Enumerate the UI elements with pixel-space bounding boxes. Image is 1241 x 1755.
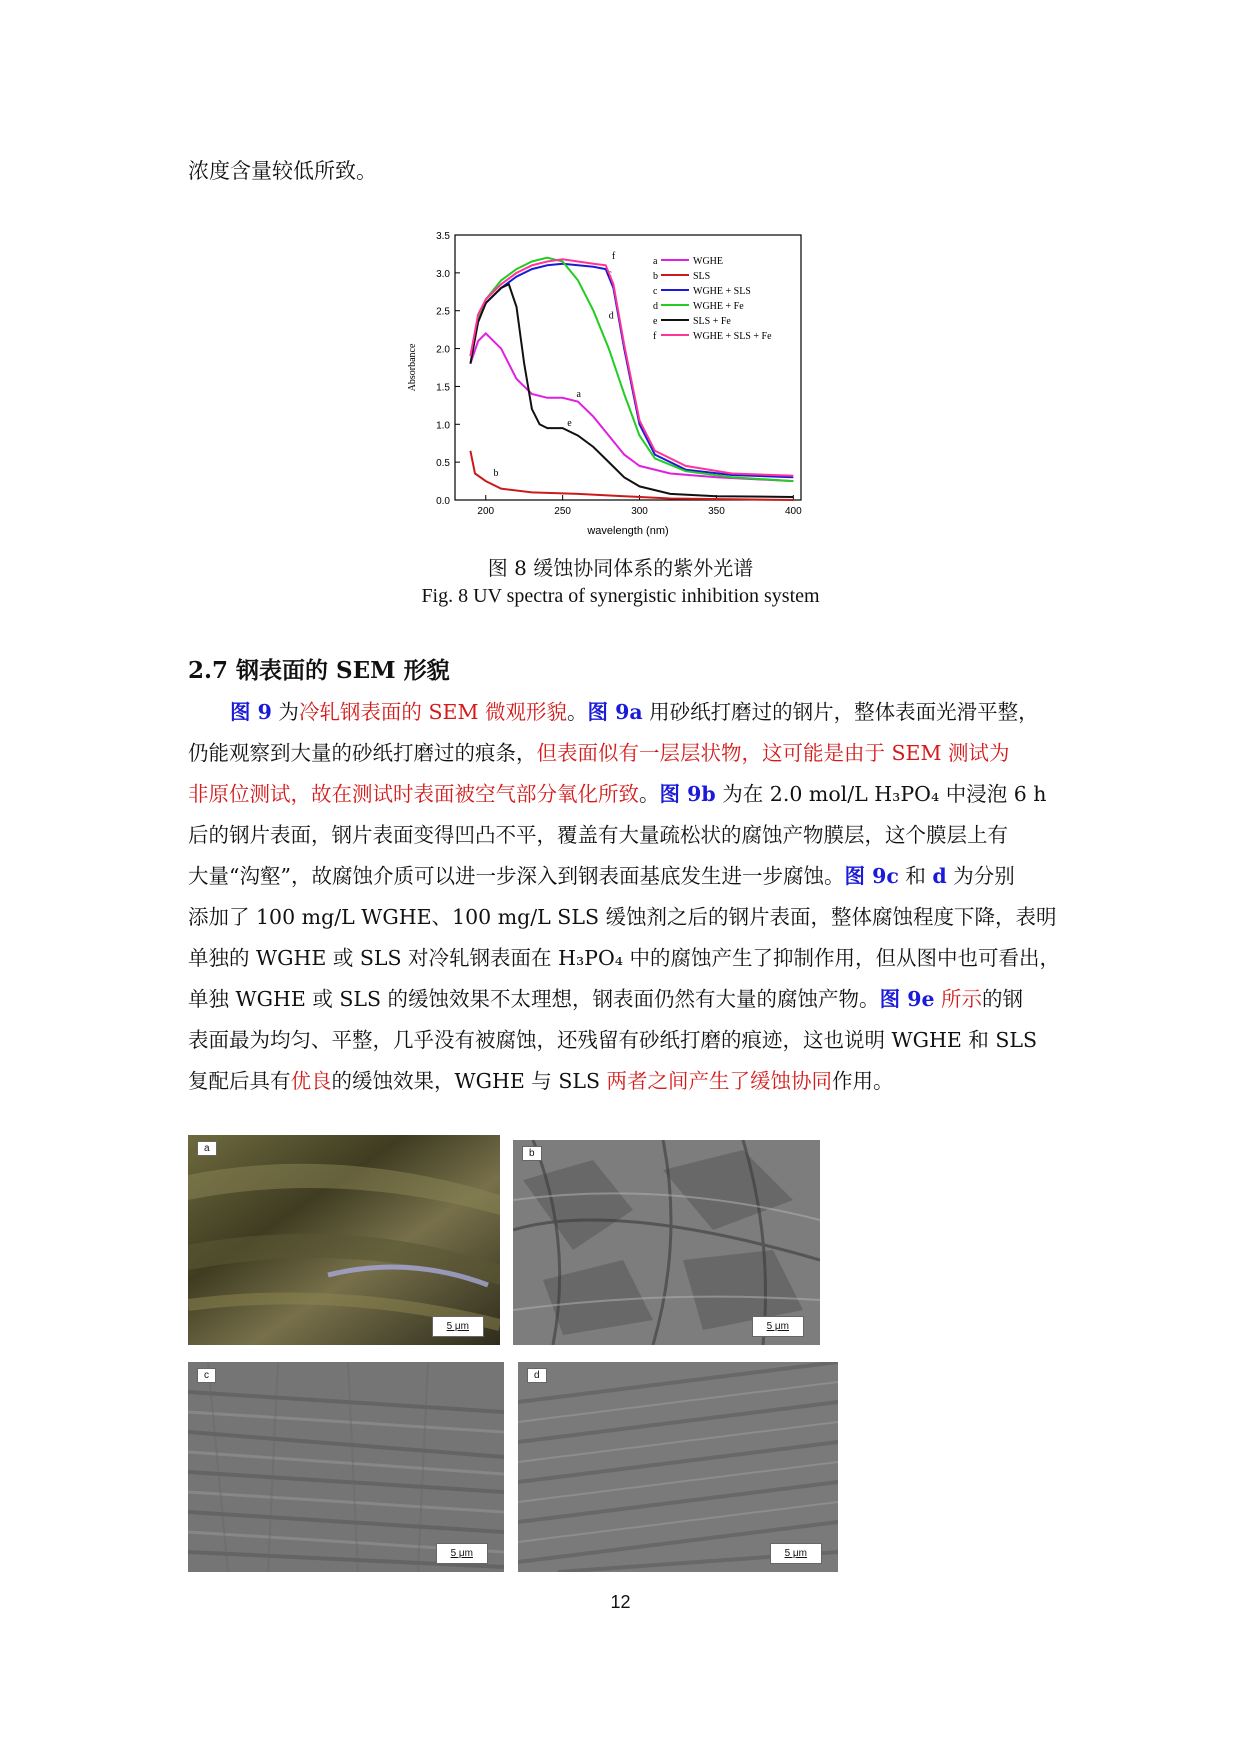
sem-image-d-texture	[518, 1362, 838, 1572]
section-body-text	[188, 692, 1060, 1102]
series-letter-d: d	[608, 310, 614, 322]
sem-image-c-label: c	[197, 1368, 216, 1383]
text-run: 大量“沟壑”，故腐蚀介质可以进一步深入到钢表面基底发生进一步腐蚀。	[188, 864, 845, 888]
x-tick-label: 350	[708, 506, 725, 517]
sem-image-b-texture	[513, 1140, 820, 1345]
text-run: 添加了 100 mg/L WGHE、100 mg/L SLS 缓蚀剂之后的钢片表面，整体腐蚀程度下降，表明	[188, 905, 1057, 929]
figure-8-caption-zh: 图 8 缓蚀协同体系的紫外光谱	[487, 556, 754, 580]
text-run: 的缓蚀效果，WGHE 与 SLS	[331, 1069, 607, 1093]
text-run: 单独 WGHE 或 SLS 的缓蚀效果不太理想，钢表面仍然有大量的腐蚀产物。	[188, 987, 880, 1011]
series-letter-e: e	[567, 417, 572, 429]
section-title: 钢表面的 SEM 形貌	[236, 657, 450, 684]
y-tick-label: 3.5	[436, 231, 450, 242]
page-number: 12	[610, 1592, 631, 1612]
sem-image-a-label: a	[197, 1141, 217, 1156]
legend-key-c: c	[653, 286, 658, 297]
x-tick-label: 250	[554, 506, 571, 517]
text-run: 作用。	[832, 1069, 894, 1093]
body-line	[188, 815, 1054, 856]
uv-spectra-chart	[395, 225, 835, 545]
text-run: 的钢	[982, 987, 1024, 1011]
sem-image-d-label: d	[527, 1368, 547, 1383]
legend-key-e: e	[653, 316, 658, 327]
sem-image-c	[188, 1362, 504, 1572]
highlighted-text: 非原位测试，故在测试时表面被空气部分氧化所致	[188, 782, 639, 806]
series-letter-c: c	[607, 268, 612, 280]
y-tick-label: 0.5	[436, 458, 450, 470]
series-letter-a: a	[576, 389, 581, 401]
legend-entry-a: WGHE	[693, 256, 723, 267]
text-run: 用砂纸打磨过的钢片，整体表面光滑平整，	[642, 700, 1039, 724]
y-tick-label: 3.0	[436, 268, 450, 280]
body-line	[188, 897, 1057, 938]
x-axis-label: wavelength (nm)	[587, 525, 669, 537]
legend-entry-e: SLS + Fe	[693, 316, 731, 327]
series-line-a	[470, 333, 793, 481]
y-tick-label: 1.5	[436, 382, 450, 394]
text-run: 后的钢片表面，钢片表面变得凹凸不平，覆盖有大量疏松状的腐蚀产物膜层，这个膜层上有	[188, 823, 1008, 847]
text-run: 为分别	[946, 864, 1015, 888]
sem-image-d	[518, 1362, 838, 1572]
sem-image-a-texture	[188, 1135, 500, 1345]
text-run: 仍能观察到大量的砂纸打磨过的痕条，	[188, 741, 537, 765]
figure-reference: 图 9c	[844, 864, 899, 888]
highlighted-text: 但表面似有一层层状物，这可能是由于 SEM 测试为	[536, 741, 1010, 765]
text-run: 。	[566, 700, 588, 724]
body-line	[188, 692, 1054, 733]
text-run: 为	[271, 700, 299, 724]
sem-image-a	[188, 1135, 500, 1345]
legend-key-b: b	[653, 271, 658, 282]
sem-image-a-scale-bar: 5 μm	[432, 1316, 484, 1337]
sem-image-b-label: b	[522, 1146, 542, 1161]
highlighted-text: 优良	[290, 1069, 332, 1093]
body-line	[188, 979, 1054, 1020]
body-line	[188, 733, 1054, 774]
body-line	[188, 938, 1060, 979]
figure-reference: 图 9a	[587, 700, 643, 724]
figure-reference: 图 9	[230, 700, 272, 724]
legend-key-f: f	[653, 331, 657, 342]
figure-8-caption-en: Fig. 8 UV spectra of synergistic inhibition system	[421, 585, 820, 607]
body-line	[188, 1020, 1054, 1061]
highlighted-text: 冷轧钢表面的 SEM 微观形貌	[298, 700, 567, 724]
highlighted-text: 所示	[934, 987, 983, 1011]
legend-key-d: d	[653, 301, 658, 312]
text-run: 为在 2.0 mol/L H₃PO₄ 中浸泡 6 h	[715, 782, 1047, 806]
y-axis-label: Absorbance	[407, 343, 418, 392]
legend-entry-f: WGHE + SLS + Fe	[693, 331, 772, 342]
legend-entry-b: SLS	[693, 271, 711, 282]
figure-reference: d	[932, 864, 947, 888]
text-run: 单独的 WGHE 或 SLS 对冷轧钢表面在 H₃PO₄ 中的腐蚀产生了抑制作用，但从图中也可看出，	[188, 946, 1060, 970]
figure-reference: 图 9b	[659, 782, 716, 806]
x-tick-label: 300	[631, 506, 648, 517]
figure-reference: 图 9e	[879, 987, 935, 1011]
y-tick-label: 0.0	[436, 496, 450, 507]
y-tick-label: 2.0	[436, 344, 450, 356]
body-line	[188, 1061, 1054, 1102]
y-tick-label: 1.0	[436, 420, 450, 432]
sem-image-c-scale-bar: 5 μm	[436, 1543, 488, 1564]
sem-image-b-scale-bar: 5 μm	[752, 1316, 804, 1337]
text-run: 复配后具有	[188, 1069, 291, 1093]
series-letter-b: b	[493, 467, 499, 479]
y-tick-label: 2.5	[436, 306, 450, 318]
body-line	[188, 774, 1054, 815]
paragraph-continuation: 浓度含量较低所致。	[188, 159, 377, 183]
legend-entry-c: WGHE + SLS	[693, 286, 751, 297]
x-tick-label: 400	[784, 506, 802, 517]
body-line	[188, 856, 1054, 897]
section-number: 2.7	[188, 657, 229, 684]
sem-image-b	[513, 1140, 820, 1345]
legend-entry-d: WGHE + Fe	[693, 301, 744, 312]
sem-image-d-scale-bar: 5 μm	[770, 1543, 822, 1564]
text-run: 和	[898, 864, 933, 888]
text-run: 。	[639, 782, 660, 806]
legend-key-a: a	[653, 256, 658, 267]
section-heading	[188, 652, 450, 685]
text-run: 表面最为均匀、平整，几乎没有被腐蚀，还残留有砂纸打磨的痕迹，这也说明 WGHE 和 SLS	[188, 1028, 1038, 1052]
x-tick-label: 200	[477, 506, 495, 517]
sem-image-c-texture	[188, 1362, 504, 1572]
series-letter-f: f	[611, 251, 616, 263]
highlighted-text: 两者之间产生了缓蚀协同	[606, 1069, 833, 1093]
